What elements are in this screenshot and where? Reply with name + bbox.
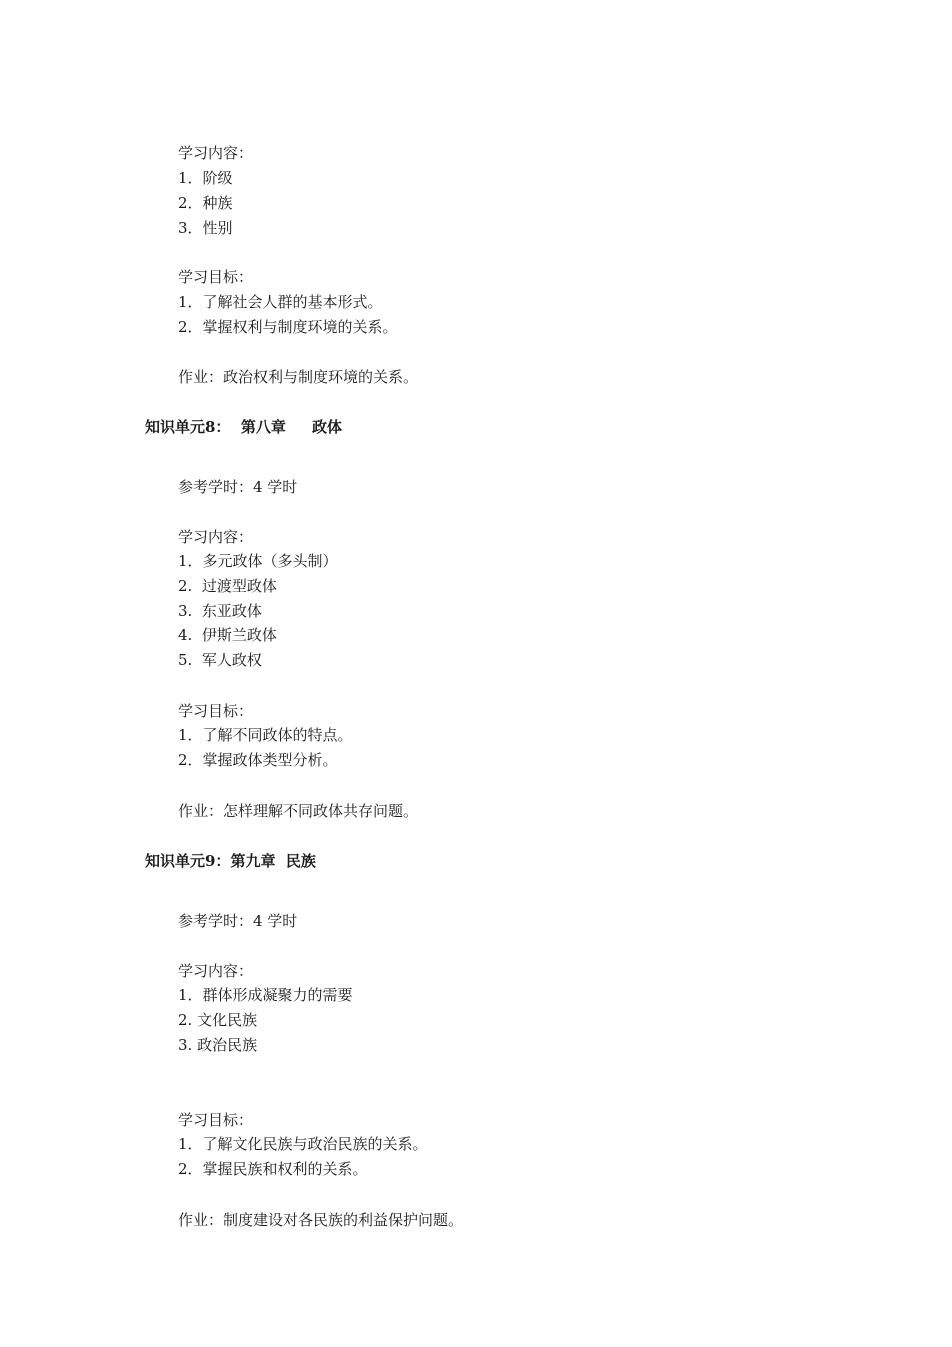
section7-homework: 作业：政治权利与制度环境的关系。 xyxy=(178,368,419,386)
section8-hours: 参考学时：4 学时 xyxy=(178,478,298,496)
section9-goal-item: 2．掌握民族和权利的关系。 xyxy=(178,1160,368,1178)
section8-goal-item: 2．掌握政体类型分析。 xyxy=(178,751,338,769)
section8-heading: 知识单元8： 第八章 政体 xyxy=(145,418,342,436)
section7-content-item: 3．性别 xyxy=(178,219,233,237)
section8-content-label: 学习内容： xyxy=(178,528,254,546)
section9-content-item: 1．群体形成凝聚力的需要 xyxy=(178,986,353,1004)
section9-goal-item: 1．了解文化民族与政治民族的关系。 xyxy=(178,1135,428,1153)
section8-goal-item: 1．了解不同政体的特点。 xyxy=(178,726,353,744)
section9-content-item: 2. 文化民族 xyxy=(178,1011,258,1029)
section7-goals-label: 学习目标： xyxy=(178,268,254,286)
section7-goal-item: 2．掌握权利与制度环境的关系。 xyxy=(178,318,398,336)
section9-goals-label: 学习目标： xyxy=(178,1111,254,1129)
section8-content-item: 4. 伊斯兰政体 xyxy=(178,626,277,644)
section7-content-label: 学习内容： xyxy=(178,144,254,162)
section7-content-item: 1．阶级 xyxy=(178,169,233,187)
section9-heading: 知识单元9：第九章 民族 xyxy=(145,852,316,870)
section9-hours: 参考学时：4 学时 xyxy=(178,912,298,930)
section7-content-item: 2．种族 xyxy=(178,194,233,212)
section7-goal-item: 1．了解社会人群的基本形式。 xyxy=(178,293,383,311)
section8-content-item: 3. 东亚政体 xyxy=(178,602,262,620)
section9-homework: 作业：制度建设对各民族的利益保护问题。 xyxy=(178,1211,464,1229)
section8-content-item: 2. 过渡型政体 xyxy=(178,577,277,595)
section9-content-label: 学习内容： xyxy=(178,962,254,980)
section8-homework: 作业：怎样理解不同政体共存问题。 xyxy=(178,802,419,820)
section8-content-item: 1．多元政体（多头制） xyxy=(178,552,338,570)
section9-content-item: 3. 政治民族 xyxy=(178,1036,258,1054)
section8-content-item: 5. 军人政权 xyxy=(178,651,262,669)
section8-goals-label: 学习目标： xyxy=(178,702,254,720)
